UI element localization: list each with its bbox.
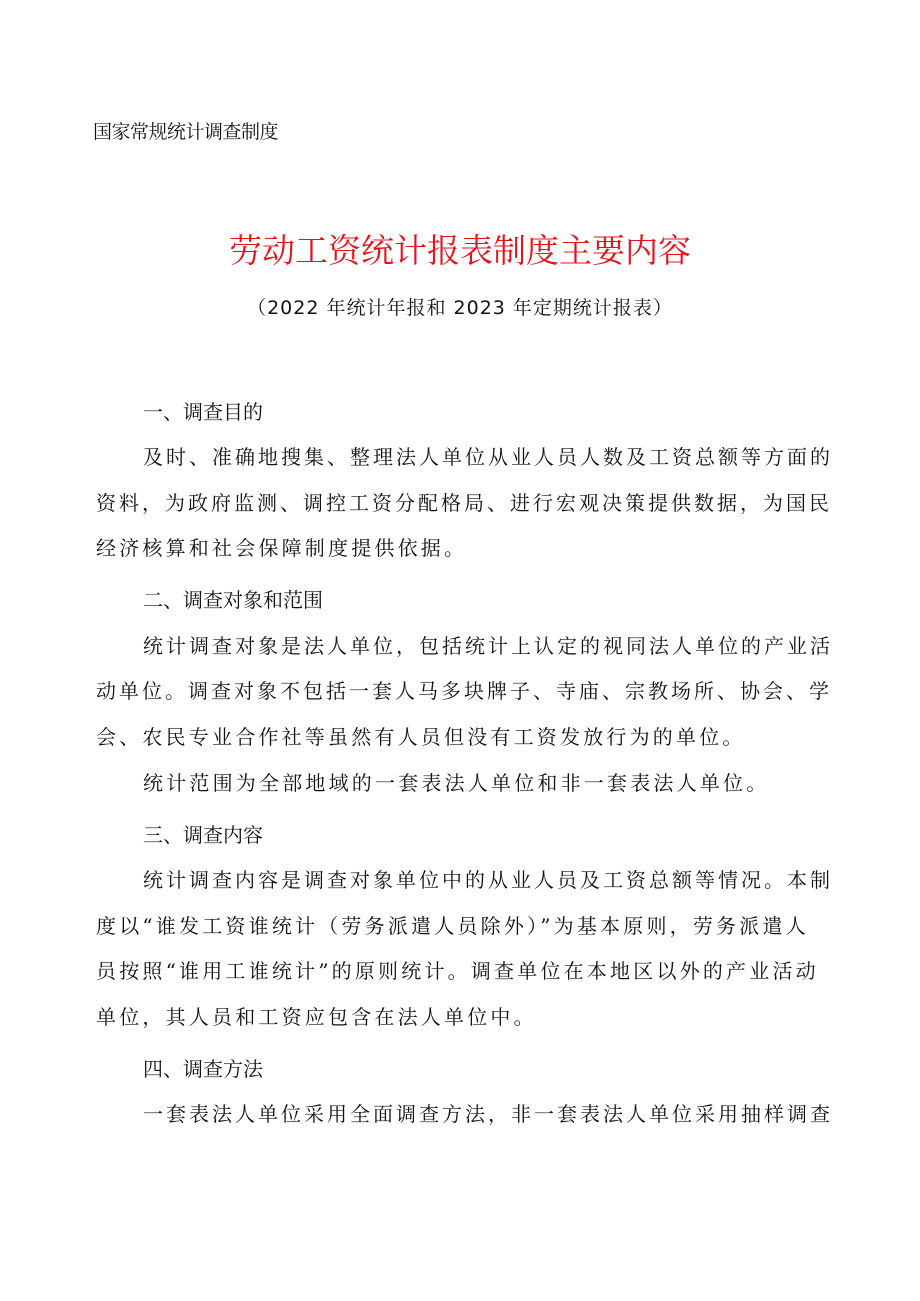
section-content-line-3: 员按照“谁用工谁统计”的原则统计。调查单位在本地区以外的产业活动 (96, 959, 819, 983)
section-heading-content: 三、调查内容 (143, 823, 263, 847)
section-purpose-line-2: 资料，为政府监测、调控工资分配格局、进行宏观决策提供数据，为国民 (96, 491, 832, 515)
section-content-line-2: 度以“谁发工资谁统计（劳务派遣人员除外）”为基本原则，劳务派遣人 (96, 914, 809, 938)
section-content-line-4: 单位，其人员和工资应包含在法人单位中。 (96, 1005, 537, 1029)
section-heading-method: 四、调查方法 (143, 1057, 263, 1081)
section-scope-line-4: 统计范围为全部地域的一套表法人单位和非一套表法人单位。 (143, 771, 770, 795)
section-scope-line-1: 统计调查对象是法人单位，包括统计上认定的视同法人单位的产业活 (143, 634, 833, 658)
section-scope-line-3: 会、农民专业合作社等虽然有人员但没有工资发放行为的单位。 (96, 725, 746, 749)
section-purpose-line-1: 及时、准确地搜集、整理法人单位从业人员人数及工资总额等方面的 (143, 445, 833, 469)
section-content-line-1: 统计调查内容是调查对象单位中的从业人员及工资总额等情况。本制 (143, 868, 833, 892)
section-method-line-1: 一套表法人单位采用全面调查方法，非一套表法人单位采用抽样调查 (143, 1102, 833, 1126)
document-subtitle: （2022 年统计年报和 2023 年定期统计报表） (247, 297, 673, 319)
section-heading-purpose: 一、调查目的 (143, 400, 263, 424)
document-title: 劳动工资统计报表制度主要内容 (229, 231, 691, 270)
section-purpose-line-3: 经济核算和社会保障制度提供依据。 (96, 536, 468, 560)
section-scope-line-2: 动单位。调查对象不包括一套人马多块牌子、寺庙、宗教场所、协会、学 (96, 679, 832, 703)
statistical-system-label: 国家常规统计调查制度 (93, 121, 279, 143)
section-heading-scope: 二、调查对象和范围 (143, 588, 323, 612)
